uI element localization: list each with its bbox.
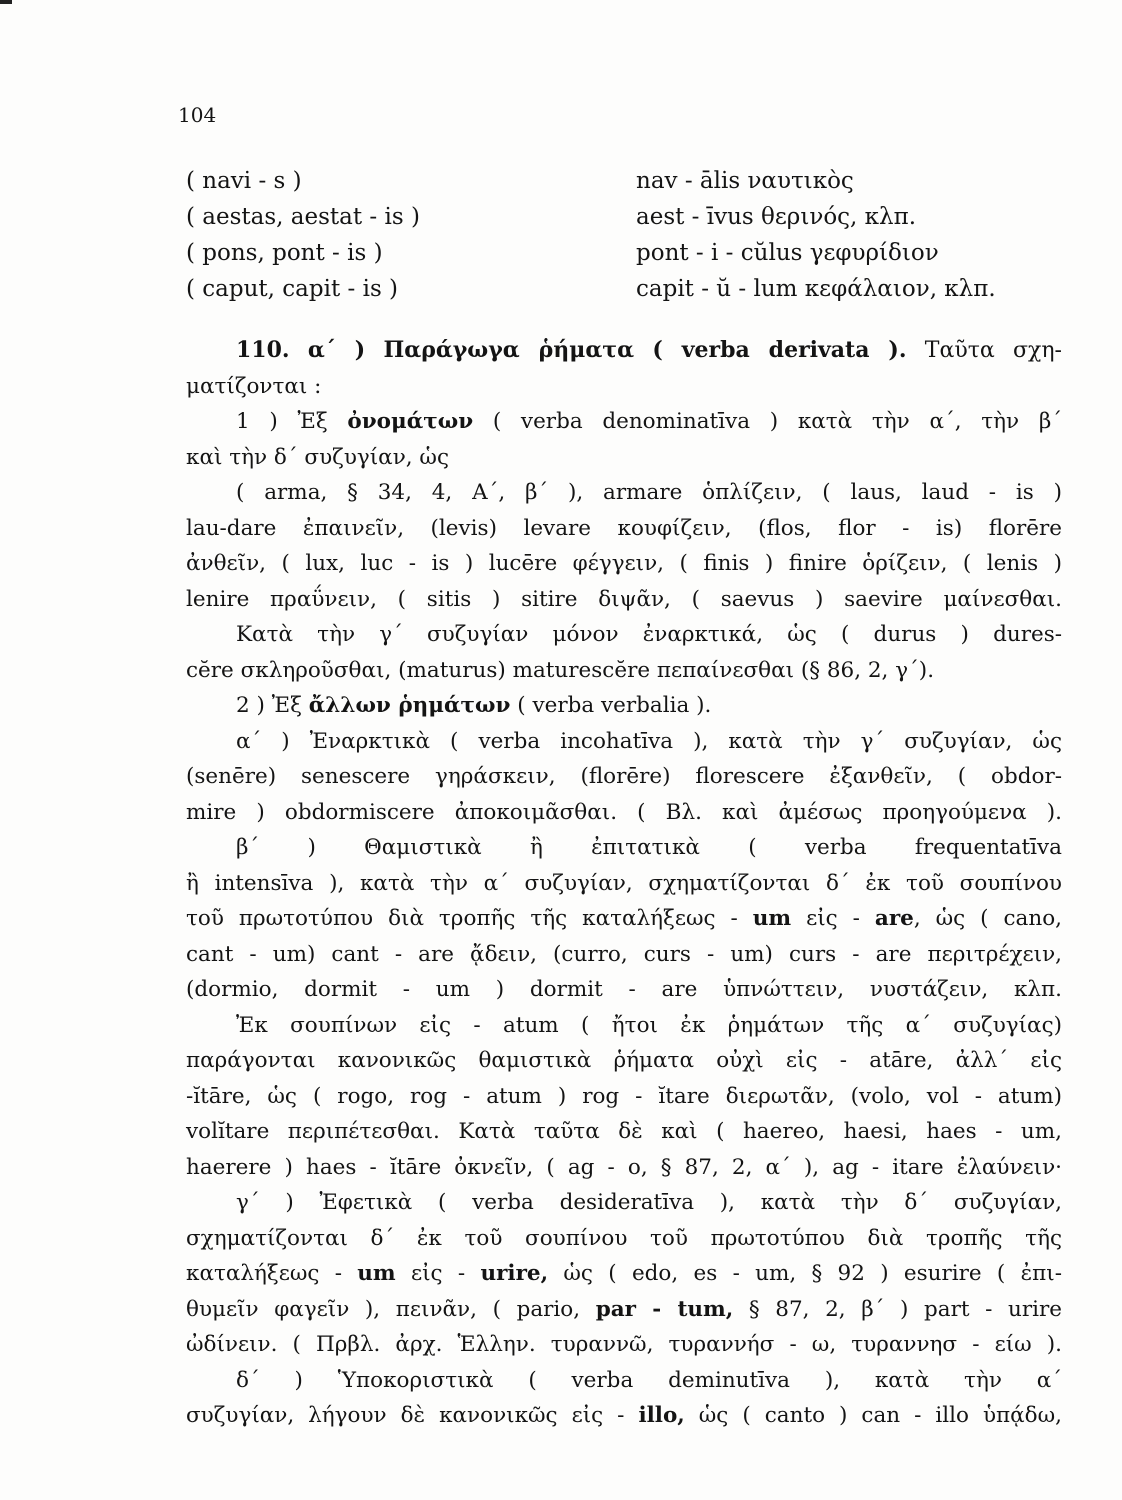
bold-term: ἄλλων ῥημάτων bbox=[308, 693, 511, 718]
text-line bbox=[186, 511, 1062, 547]
text-run: ματίζονται : bbox=[186, 373, 322, 399]
section-heading bbox=[186, 333, 1062, 369]
bold-term: par - tum, bbox=[595, 1296, 734, 1322]
text-run: συζυγίαν, λήγουν δὲ κανονικῶς εἰς - bbox=[186, 1403, 639, 1428]
section-label: α΄ ) bbox=[307, 337, 366, 363]
section-title: Παράγωγα ῥήματα bbox=[383, 337, 635, 363]
text-line bbox=[186, 1256, 1062, 1292]
scan-corner-mark bbox=[0, 0, 12, 4]
text-line bbox=[186, 1398, 1062, 1434]
text-run: 2 ) Ἐξ bbox=[236, 693, 309, 718]
bold-term: um bbox=[752, 906, 792, 931]
bold-term: are bbox=[874, 906, 914, 931]
text-line bbox=[186, 1008, 1062, 1044]
text-run: δ΄ ) Ὑποκοριστικὰ ( verba deminutīva ), κατὰ τὴν α΄ bbox=[236, 1367, 1062, 1393]
text-line bbox=[186, 937, 1062, 973]
text-run: σχηματίζονται δ΄ ἐκ τοῦ σουπίνου τοῦ πρωτοτύπου διὰ τροπῆς τῆς bbox=[186, 1225, 1062, 1251]
text-run: τοῦ πρωτοτύπου διὰ τροπῆς τῆς καταλήξεως - bbox=[186, 906, 753, 931]
text-run: ἢ intensīva ), κατὰ τὴν α΄ συζυγίαν, σχηματίζονται δ΄ ἐκ τοῦ σουπίνου bbox=[186, 870, 1062, 896]
text-run: Κατὰ τὴν γ΄ συζυγίαν μόνον ἐναρκτικά, ὡς ( durus ) dures- bbox=[236, 622, 1062, 647]
text-line bbox=[186, 866, 1062, 902]
text-line bbox=[186, 1043, 1062, 1079]
text-line bbox=[186, 546, 1062, 582]
text-line bbox=[186, 475, 1062, 511]
text-run: ( verba denominatīva ) κατὰ τὴν α΄, τὴν β΄ bbox=[473, 409, 1062, 434]
text-run: , ὡς ( cano, bbox=[913, 906, 1062, 931]
text-line bbox=[186, 901, 1062, 937]
text-line bbox=[186, 1221, 1062, 1257]
text-run: Ἐκ σουπίνων εἰς - atum ( ἤτοι ἐκ ῥημάτων τῆς α΄ συζυγίας) bbox=[236, 1012, 1062, 1038]
text-run: mire ) obdormiscere ἀποκοιμᾶσθαι. ( Βλ. καὶ ἀμέσως προηγούμενα ). bbox=[186, 799, 1062, 825]
section-number: 110. bbox=[236, 337, 290, 363]
text-line bbox=[186, 1363, 1062, 1399]
text-run: ( verba verbalia ). bbox=[510, 693, 712, 718]
text-run: 1 ) Ἐξ bbox=[236, 409, 348, 434]
text-run: β΄ ) Θαμιστικὰ ἢ ἐπιτατικὰ ( verba frequentatīva bbox=[236, 835, 1062, 860]
text-run: ὠδίνειν. ( Πρβλ. ἀρχ. Ἑλλην. τυραννῶ, τυραννήσ - ω, τυραννησ - είω ). bbox=[186, 1332, 1062, 1357]
text-run: θυμεῖν φαγεῖν ), πεινᾶν, ( pario, bbox=[186, 1296, 596, 1322]
example-derived: nav - ālis ναυτικὸς bbox=[636, 168, 854, 194]
text-run: ὡς ( canto ) can - illo ὑπᾴδω, bbox=[684, 1403, 1062, 1428]
text-line bbox=[186, 1327, 1062, 1363]
bold-term: illo, bbox=[638, 1403, 685, 1428]
example-base: ( aestas, aestat - is ) bbox=[186, 204, 420, 230]
text-run: § 87, 2, β΄ ) part - urire bbox=[733, 1296, 1063, 1322]
text-run: εἰς - bbox=[791, 906, 875, 931]
bold-term: urire, bbox=[480, 1261, 549, 1286]
example-base: ( caput, capit - is ) bbox=[186, 276, 399, 302]
section-latin: ( verba derivata ). bbox=[652, 337, 907, 363]
text-line bbox=[186, 688, 1062, 724]
section-tail: Ταῦτα σχη- bbox=[924, 338, 1062, 363]
text-run: ὡς ( edo, es - um, § 92 ) esurire ( ἐπι- bbox=[548, 1261, 1062, 1286]
text-run: volĭtare περιπέτεσθαι. Κατὰ ταῦτα δὲ καὶ ( haereo, haesi, haes - um, bbox=[186, 1119, 1062, 1144]
text-run: α΄ ) Ἐναρκτικὰ ( verba incohatīva ), κατὰ τὴν γ΄ συζυγίαν, ὡς bbox=[236, 728, 1062, 754]
text-run: lau-dare ἐπαινεῖν, (levis) levare κουφίζειν, (flos, flor - is) florēre bbox=[186, 515, 1062, 541]
text-line bbox=[186, 830, 1062, 866]
text-line bbox=[186, 617, 1062, 653]
text-line bbox=[186, 759, 1062, 795]
example-derived: capit - ŭ - lum κεφάλαιον, κλπ. bbox=[636, 276, 996, 302]
bold-term: um bbox=[357, 1261, 396, 1286]
text-run: γ΄ ) Ἐφετικὰ ( verba desideratīva ), κατὰ τὴν δ΄ συζυγίαν, bbox=[236, 1190, 1062, 1215]
text-line bbox=[186, 369, 1062, 405]
text-line bbox=[186, 795, 1062, 831]
text-run: (dormio, dormit - um ) dormit - are ὑπνώττειν, νυστάζειν, κλπ. bbox=[186, 977, 1062, 1002]
text-run: ἀνθεῖν, ( lux, luc - is ) lucēre φέγγειν, ( finis ) finire ὁρίζειν, ( lenis ) bbox=[186, 551, 1062, 576]
example-list bbox=[186, 163, 1046, 307]
text-line bbox=[186, 1292, 1062, 1328]
text-run: -ĭtāre, ὡς ( rogo, rog - atum ) rog - ĭtare διερωτᾶν, (volo, vol - atum) bbox=[186, 1083, 1062, 1109]
text-line bbox=[186, 440, 1062, 476]
text-run: καταλήξεως - bbox=[186, 1261, 358, 1286]
text-line bbox=[186, 1114, 1062, 1150]
example-row bbox=[186, 235, 1046, 271]
example-derived: aest - īvus θερινός, κλπ. bbox=[636, 204, 917, 230]
example-base: ( navi - s ) bbox=[186, 168, 302, 194]
text-run: καὶ τὴν δ΄ συζυγίαν, ὡς bbox=[186, 444, 450, 470]
text-line bbox=[186, 1079, 1062, 1115]
example-derived: pont - i - cŭlus γεφυρίδιον bbox=[636, 240, 939, 266]
text-line bbox=[186, 653, 1062, 689]
text-run: lenire πραΰνειν, ( sitis ) sitire διψᾶν, ( saevus ) saevire μαίνεσθαι. bbox=[186, 586, 1062, 612]
text-line bbox=[186, 724, 1062, 760]
text-run: παράγονται κανονικῶς θαμιστικὰ ῥήματα οὐχὶ εἰς - atāre, ἀλλ΄ εἰς bbox=[186, 1048, 1062, 1073]
text-line bbox=[186, 972, 1062, 1008]
text-line bbox=[186, 1185, 1062, 1221]
example-row bbox=[186, 271, 1046, 307]
text-run: cant - um) cant - are ᾄδειν, (curro, curs - um) curs - are περιτρέχειν, bbox=[186, 941, 1062, 967]
text-run: haerere ) haes - ĭtāre ὀκνεῖν, ( ag - o, § 87, 2, α΄ ), ag - itare ἐλαύνειν· bbox=[186, 1154, 1062, 1180]
example-base: ( pons, pont - is ) bbox=[186, 240, 383, 266]
text-run: ( arma, § 34, 4, Α΄, β΄ ), armare ὁπλίζειν, ( laus, laud - is ) bbox=[236, 480, 1062, 505]
bold-term: ὀνομάτων bbox=[347, 409, 474, 434]
text-line bbox=[186, 404, 1062, 440]
text-line bbox=[186, 582, 1062, 618]
text-run: εἰς - bbox=[395, 1261, 481, 1286]
page-number: 104 bbox=[178, 103, 217, 127]
example-row bbox=[186, 199, 1046, 235]
text-run: cĕre σκληροῦσθαι, (maturus) maturescĕre πεπαίνεσθαι (§ 86, 2, γ΄). bbox=[186, 657, 935, 683]
body-text bbox=[186, 333, 1062, 1434]
text-line bbox=[186, 1150, 1062, 1186]
example-row bbox=[186, 163, 1046, 199]
text-run: (senēre) senescere γηράσκειν, (florēre) florescere ἐξανθεῖν, ( obdor- bbox=[186, 764, 1062, 789]
